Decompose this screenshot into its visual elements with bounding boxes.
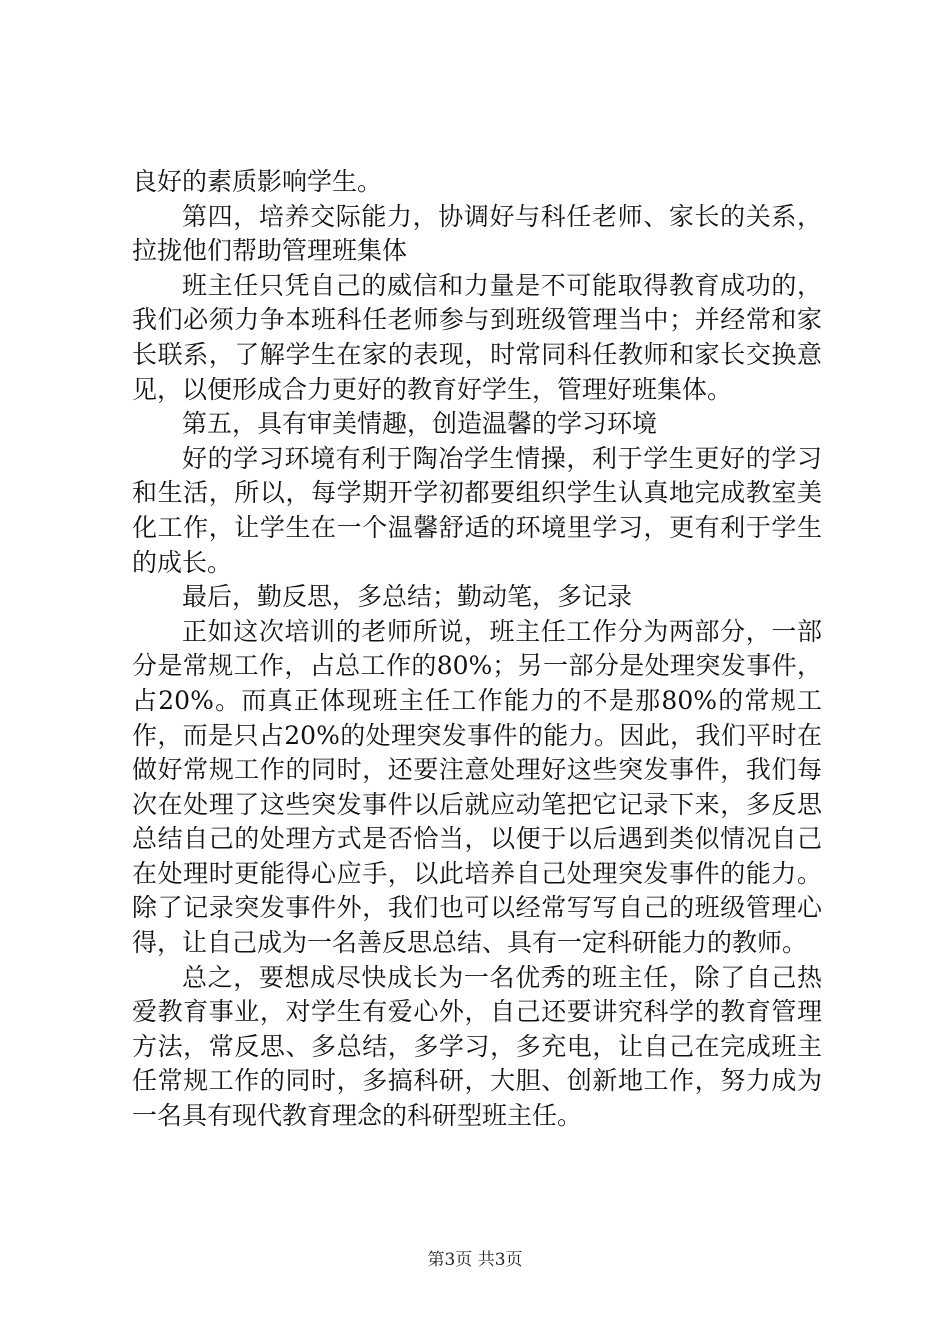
heading-last-point: 最后，勤反思，多总结；勤动笔，多记录 <box>182 582 633 612</box>
paragraph-continuation: 良好的素质影响学生。 <box>132 167 383 196</box>
heading-fourth-point: 第四，培养交际能力，协调好与科任老师、家长的关系，拉拢他们帮助管理班集体 <box>132 201 822 266</box>
heading-fifth-point: 第五，具有审美情趣，创造温馨的学习环境 <box>182 409 658 439</box>
page-number-footer: 第3页 共3页 <box>427 1250 523 1270</box>
paragraph-conclusion: 总之，要想成尽快成长为一名优秀的班主任，除了自己热爱教育事业，对学生有爱心外，自己还要讲究科学的教育管理方法，常反思、多总结，多学习，多充电，让自己在完成班主任常规工作的同时，多搞科研，大胆、创新地工作，努力成为一名具有现代教育理念的科研型班主任。 <box>132 962 822 1131</box>
paragraph-last-body: 正如这次培训的老师所说，班主任工作分为两部分，一部分是常规工作，占总工作的80%；另一部分是处理突发事件，占20%。而真正体现班主任工作能力的不是那80%的常规工作，而是只占20%的处理突发事件的能力。因此，我们平时在做好常规工作的同时，还要注意处理好这些突发事件，我们每次在处理了这些突发事件以后就应动笔把它记录下来，多反思总结自己的处理方式是否恰当，以便于以后遇到类似情况自己在处理时更能得心应手，以此培养自己处理突发事件的能力。除了记录突发事件外，我们也可以经常写写自己的班级管理心得，让自己成为一名善反思总结、具有一定科研能力的教师。 <box>132 616 822 958</box>
paragraph-fifth-body: 好的学习环境有利于陶冶学生情操，利于学生更好的学习和生活，所以，每学期开学初都要组织学生认真地完成教室美化工作，让学生在一个温馨舒适的环境里学习，更有利于学生的成长。 <box>132 443 822 577</box>
document-body <box>132 165 822 1134</box>
paragraph-fourth-body: 班主任只凭自己的威信和力量是不可能取得教育成功的，我们必须力争本班科任老师参与到班级管理当中；并经常和家长联系，了解学生在家的表现，时常同科任教师和家长交换意见，以便形成合力更好的教育好学生，管理好班集体。 <box>132 270 822 404</box>
